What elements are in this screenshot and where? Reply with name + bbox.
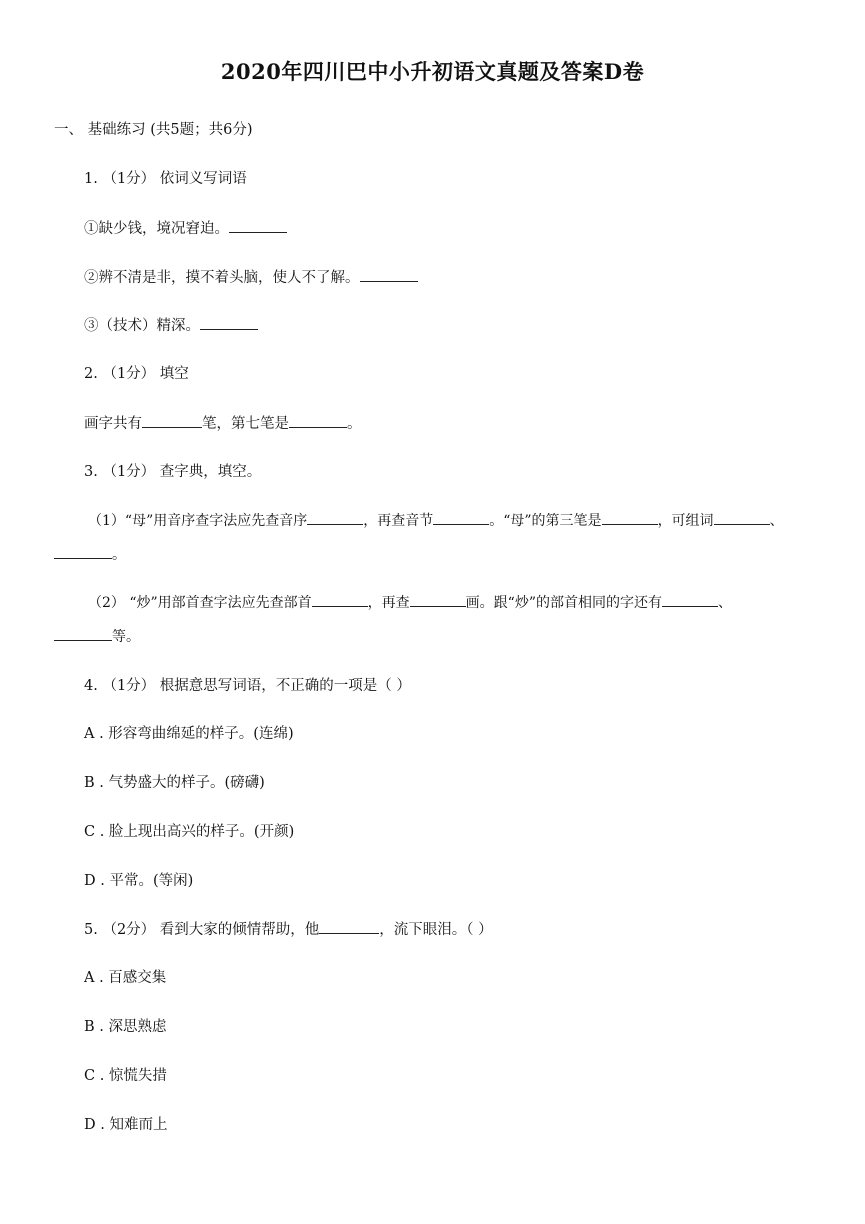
question-3-sub-2-text-1: （2） “炒”用部首查字法应先查部首 — [88, 595, 312, 611]
question-2-text-3: 。 — [347, 416, 362, 432]
answer-blank[interactable] — [307, 510, 363, 525]
question-3-sub-1-text-5: 、 — [769, 513, 784, 529]
question-3-sub-1-end: 。 — [112, 547, 126, 563]
question-3-sub-2-text-3: 画。跟“炒”的部首相同的字还有 — [465, 595, 662, 611]
question-3-sub-2 — [88, 592, 732, 613]
question-1-item-a — [84, 218, 287, 239]
question-3-sub-1-continued — [54, 544, 126, 565]
question-3-sub-2-end: 等。 — [112, 629, 140, 645]
question-5-option-b[interactable]: B . 深思熟虑 — [84, 1019, 167, 1035]
question-2-body — [84, 413, 362, 434]
section-heading: 一、 基础练习 (共5题；共6分) — [54, 122, 253, 138]
answer-blank[interactable] — [360, 267, 418, 282]
question-3-sub-1-text-2: ，再查音节 — [363, 513, 434, 529]
answer-blank[interactable] — [662, 592, 718, 607]
question-3-sub-2-text-4: 、 — [718, 595, 732, 611]
answer-blank[interactable] — [410, 592, 466, 607]
question-5-text-2: ，流下眼泪。（ ） — [379, 922, 493, 938]
question-1-item-c — [84, 315, 258, 336]
question-1-item-c-text: ③（技术）精深。 — [84, 318, 200, 334]
question-3-sub-1-text-3: 。“母”的第三笔是 — [489, 513, 602, 529]
answer-blank[interactable] — [54, 544, 112, 559]
question-1-item-a-text: ①缺少钱，境况窘迫。 — [84, 221, 229, 237]
question-1-item-b-text: ②辨不清是非，摸不着头脑，使人不了解。 — [84, 270, 360, 286]
question-4-option-b[interactable]: B . 气势盛大的样子。(磅礴) — [84, 775, 265, 791]
question-1-heading: 1. （1分） 依词义写词语 — [84, 171, 247, 187]
question-5-text-1: 5. （2分） 看到大家的倾情帮助，他 — [84, 922, 320, 938]
question-5-option-c[interactable]: C . 惊慌失措 — [84, 1068, 167, 1084]
answer-blank[interactable] — [200, 315, 258, 330]
question-2-heading: 2. （1分） 填空 — [84, 366, 189, 382]
answer-blank[interactable] — [714, 510, 770, 525]
question-5-option-d[interactable]: D . 知难而上 — [84, 1117, 168, 1133]
question-2-text-2: 笔，第七笔是 — [202, 416, 289, 432]
answer-blank[interactable] — [142, 413, 202, 428]
question-2-text-1: 画字共有 — [84, 416, 142, 432]
question-3-sub-1-text-1: （1）“母”用音序查字法应先查音序 — [88, 513, 308, 529]
answer-blank[interactable] — [433, 510, 489, 525]
question-4-option-d[interactable]: D . 平常。(等闲) — [84, 873, 194, 889]
question-4-option-c[interactable]: C . 脸上现出高兴的样子。(开颜) — [84, 824, 295, 840]
question-4-heading: 4. （1分） 根据意思写词语，不正确的一项是（ ） — [84, 678, 411, 694]
answer-blank[interactable] — [54, 626, 112, 641]
answer-blank[interactable] — [319, 919, 379, 934]
question-3-heading: 3. （1分） 查字典，填空。 — [84, 464, 262, 480]
question-4-option-a[interactable]: A . 形容弯曲绵延的样子。(连绵) — [84, 726, 294, 742]
question-3-sub-2-continued — [54, 626, 140, 647]
answer-blank[interactable] — [312, 592, 368, 607]
document-title: 2020年四川巴中小升初语文真题及答案D卷 — [220, 59, 645, 84]
question-5-option-a[interactable]: A . 百感交集 — [84, 970, 167, 986]
question-3-sub-1-text-4: ，可组词 — [657, 513, 714, 529]
question-5-heading — [84, 919, 493, 940]
answer-blank[interactable] — [289, 413, 347, 428]
answer-blank[interactable] — [602, 510, 658, 525]
question-1-item-b — [84, 267, 418, 288]
question-3-sub-2-text-2: ，再查 — [367, 595, 410, 611]
answer-blank[interactable] — [229, 218, 287, 233]
question-3-sub-1 — [88, 510, 784, 531]
